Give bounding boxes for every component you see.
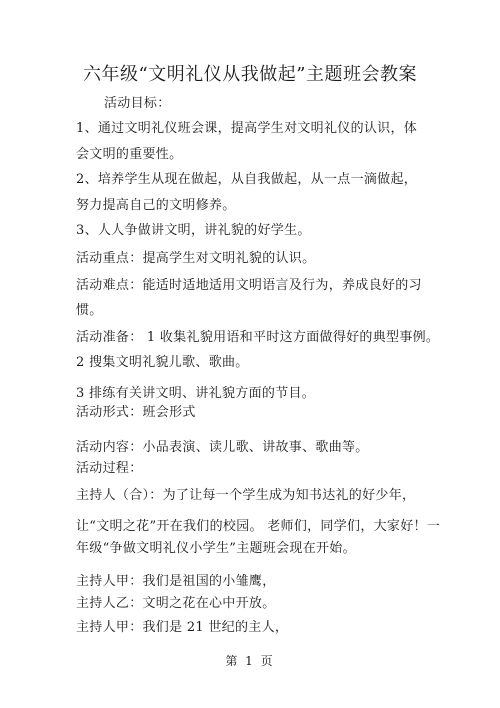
- text-line: 活动重点：提高学生对文明礼貌的认识。: [76, 251, 316, 266]
- text-line: 2 搜集文明礼貌儿歌、歌曲。: [76, 355, 249, 370]
- text-line: 让“文明之花”开在我们的校园。 老师们，同学们，大家好！一: [76, 519, 441, 534]
- text-line: 会文明的重要性。: [76, 147, 183, 162]
- text-line: 3 排练有关讲文明、讲礼貌方面的节目。: [76, 386, 316, 401]
- text-line: 惯。: [76, 303, 103, 318]
- text-line: 活动形式：班会形式: [76, 405, 196, 420]
- text-line: 年级“争做文明礼仪小学生”主题班会现在开始。: [76, 541, 356, 556]
- text-line: 活动内容：小品表演、读儿歌、讲故事、歌曲等。: [76, 440, 369, 455]
- text-line: 1、通过文明礼仪班会课，提高学生对文明礼仪的认识，体: [76, 121, 418, 136]
- document-title: 六年级“文明礼仪从我做起”主题班会教案: [83, 64, 417, 85]
- text-line: 活动难点：能适时适地适用文明语言及行为，养成良好的习: [76, 278, 422, 293]
- text-line: 活动目标：: [104, 96, 171, 111]
- text-line: 活动过程：: [76, 461, 143, 476]
- text-line: 活动准备： 1 收集礼貌用语和平时这方面做得好的典型事例。: [76, 330, 440, 345]
- page-number: 第 1 页: [225, 654, 275, 668]
- text-line: 主持人甲：我们是 21 世纪的主人，: [76, 620, 289, 635]
- text-line: 主持人甲：我们是祖国的小雏鹰，: [76, 574, 276, 589]
- text-line: 努力提高自己的文明修养。: [76, 198, 236, 213]
- text-line: 3、人人争做讲文明，讲礼貌的好学生。: [76, 223, 311, 238]
- text-line: 主持人（合）：为了让每一个学生成为知书达礼的好少年，: [76, 488, 416, 503]
- text-line: 2、培养学生从现在做起，从自我做起，从一点一滴做起，: [76, 172, 418, 187]
- text-line: 主持人乙：文明之花在心中开放。: [76, 596, 276, 611]
